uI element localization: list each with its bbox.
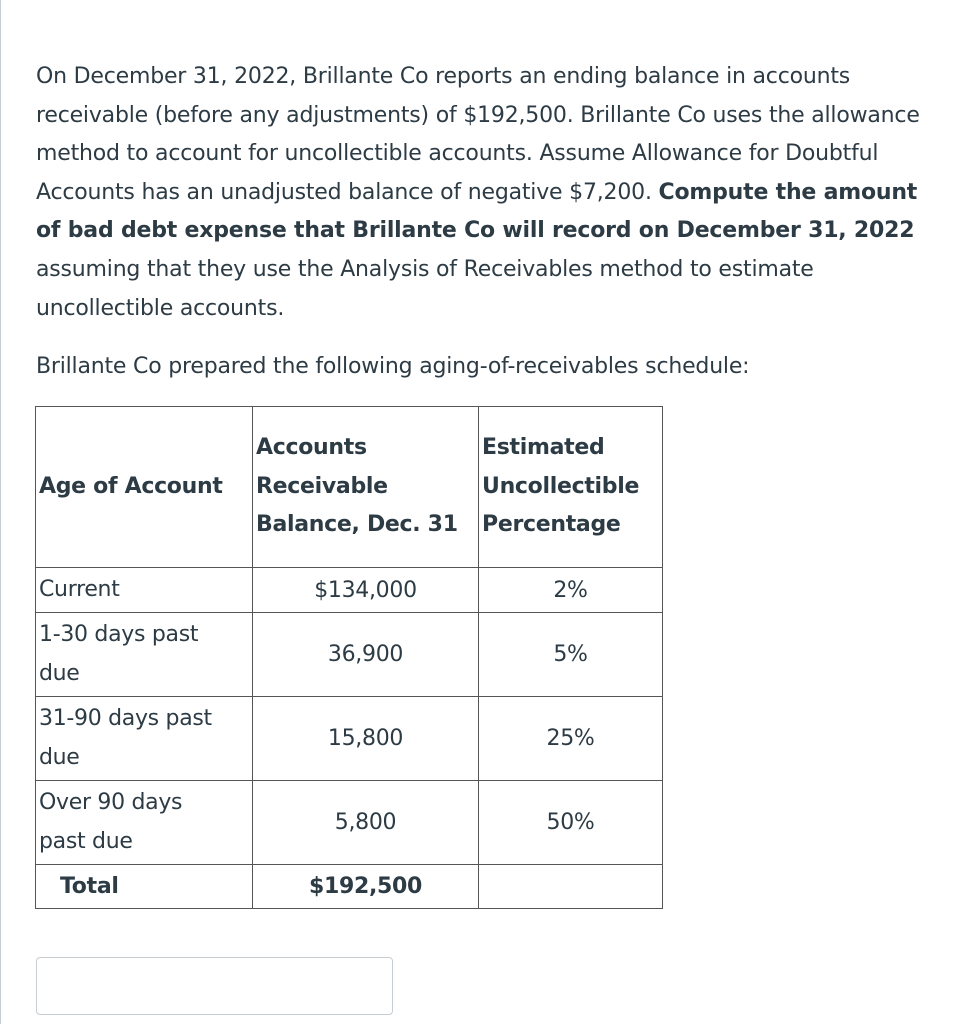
table-row xyxy=(36,568,663,613)
row-age xyxy=(36,613,253,697)
header-percentage-line1: Estimated xyxy=(482,435,605,461)
row-age-line1: 1-30 days past xyxy=(39,622,199,647)
row-age-line1: 31-90 days past xyxy=(39,706,212,731)
content-left-border xyxy=(0,0,1,1024)
header-percentage-line2: Uncollectible xyxy=(482,473,640,499)
row-age-line2: past due xyxy=(39,828,133,854)
row-age-line1: Over 90 days xyxy=(39,790,183,815)
total-label: Total xyxy=(36,865,253,909)
aging-schedule-table xyxy=(35,406,663,909)
header-balance-label xyxy=(256,429,478,545)
row-percentage: 2% xyxy=(479,568,663,613)
row-age xyxy=(36,568,253,613)
header-balance xyxy=(253,407,479,568)
row-balance: 36,900 xyxy=(253,613,479,697)
row-balance: 5,800 xyxy=(253,781,479,865)
header-percentage xyxy=(479,407,663,568)
total-balance: $192,500 xyxy=(253,865,479,909)
header-balance-line1: Accounts xyxy=(256,435,367,461)
table-row xyxy=(36,781,663,865)
row-percentage: 50% xyxy=(479,781,663,865)
row-age-line2: due xyxy=(39,660,80,686)
schedule-intro: Brillante Co prepared the following aging-of-receivables schedule: xyxy=(36,354,750,380)
row-percentage: 5% xyxy=(479,613,663,697)
table-row xyxy=(36,613,663,697)
header-age xyxy=(36,407,253,568)
prompt-bold-instruction: Compute the amount of bad debt expense that Brillante Co will record on December 31, 2022 xyxy=(36,179,918,244)
row-balance: 15,800 xyxy=(253,697,479,781)
header-balance-line3: Balance, Dec. 31 xyxy=(256,512,458,538)
table-header-row xyxy=(36,407,663,568)
row-age xyxy=(36,781,253,865)
header-age-label: Age of Account xyxy=(39,473,223,499)
header-balance-line2: Receivable xyxy=(256,473,388,499)
row-age-line2: due xyxy=(39,744,80,770)
row-percentage: 25% xyxy=(479,697,663,781)
table-total-row xyxy=(36,865,663,909)
question-text xyxy=(36,58,936,386)
prompt-text: On December 31, 2022, Brillante Co reports an ending balance in accounts receivable (before any adjustments) of $192,500. Brillante Co uses the allowance method to account for uncollectible accounts. Assume Allowance for Doubtful Accounts has an unadjusted balance of negative $7,200. xyxy=(36,64,920,205)
header-percentage-line3: Percentage xyxy=(482,512,621,538)
total-percentage xyxy=(479,865,663,909)
row-balance: $134,000 xyxy=(253,568,479,613)
prompt-text-end: assuming that they use the Analysis of Receivables method to estimate uncollectible accounts. xyxy=(36,256,814,321)
answer-input[interactable] xyxy=(36,957,393,1015)
table-row xyxy=(36,697,663,781)
row-age xyxy=(36,697,253,781)
header-percentage-label xyxy=(482,429,662,545)
row-age-line1: Current xyxy=(39,576,120,602)
question-prompt xyxy=(36,58,936,328)
